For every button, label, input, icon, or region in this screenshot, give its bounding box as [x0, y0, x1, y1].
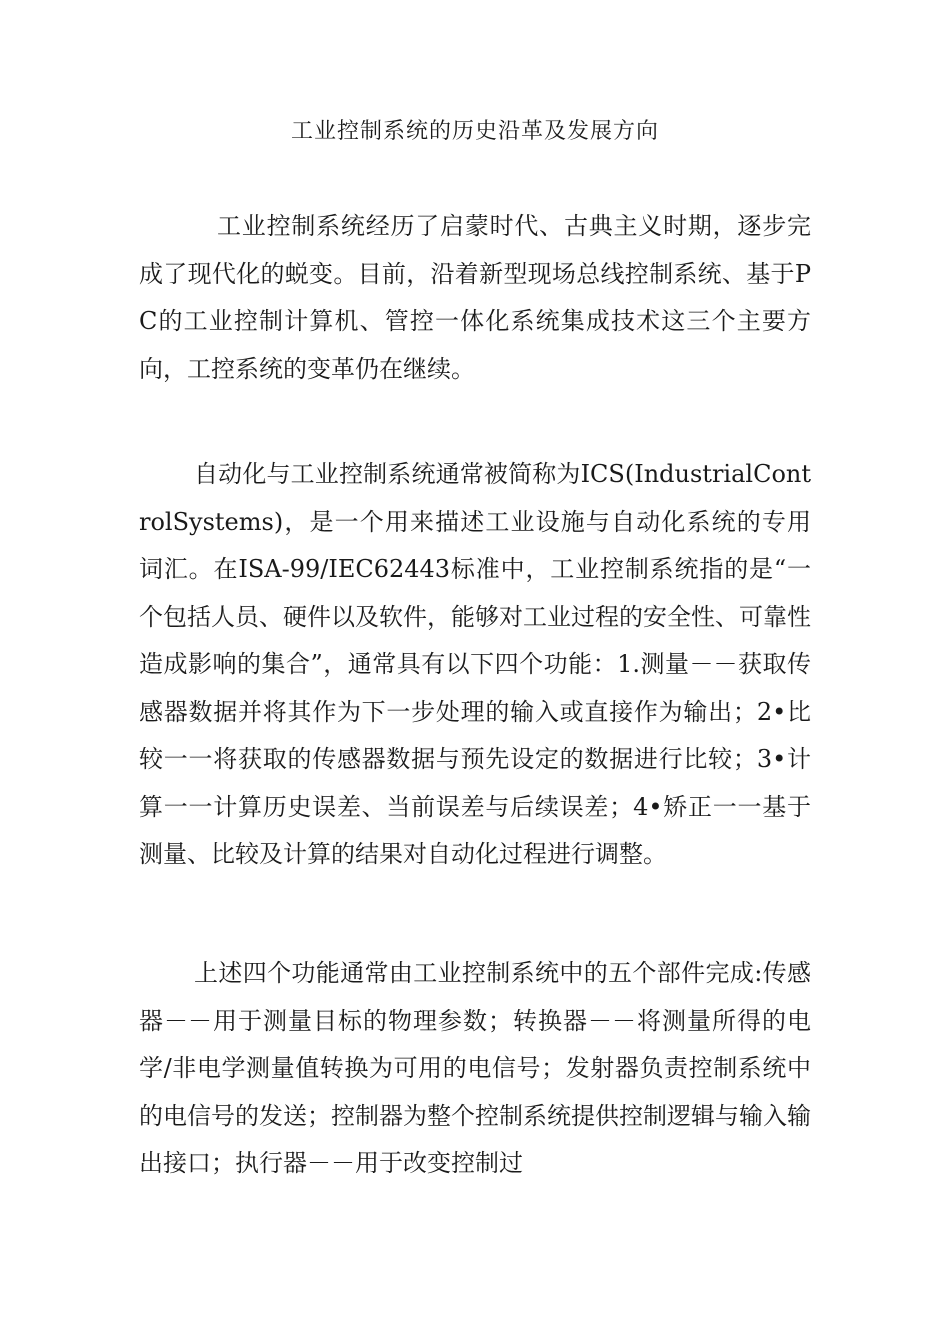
paragraph-intro: 工业控制系统经历了启蒙时代、古典主义时期，逐步完成了现代化的蜕变。目前，沿着新型现场总线控制系统、基于PC的工业控制计算机、管控一体化系统集成技术这三个主要方向，工控系统的变革仍在继续。 [139, 212, 811, 383]
paragraph-components: 上述四个功能通常由工业控制系统中的五个部件完成:传感器－－用于测量目标的物理参数；转换器－－将测量所得的电学/非电学测量值转换为可用的电信号；发射器负责控制系统中的电信号的发送；控制器为整个控制系统提供控制逻辑与输入输出接口；执行器－－用于改变控制过 [139, 959, 811, 1177]
document-title: 工业控制系统的历史沿革及发展方向 [290, 119, 659, 144]
paragraph-ics-definition: 自动化与工业控制系统通常被简称为ICS(IndustrialControlSystems)，是一个用来描述工业设施与自动化系统的专用词汇。在ISA-99/IEC62443标准中，工业控制系统指的是“一个包括人员、硬件以及软件，能够对工业过程的安全性、可靠性造成影响的集合”，通常具有以下四个功能：1.测量－－获取传感器数据并将其作为下一步处理的输入或直接作为输出；2•比较一一将获取的传感器数据与预先设定的数据进行比较；3•计算一一计算历史误差、当前误差与后续误差；4•矫正一一基于测量、比较及计算的结果对自动化过程进行调整。 [139, 460, 811, 868]
